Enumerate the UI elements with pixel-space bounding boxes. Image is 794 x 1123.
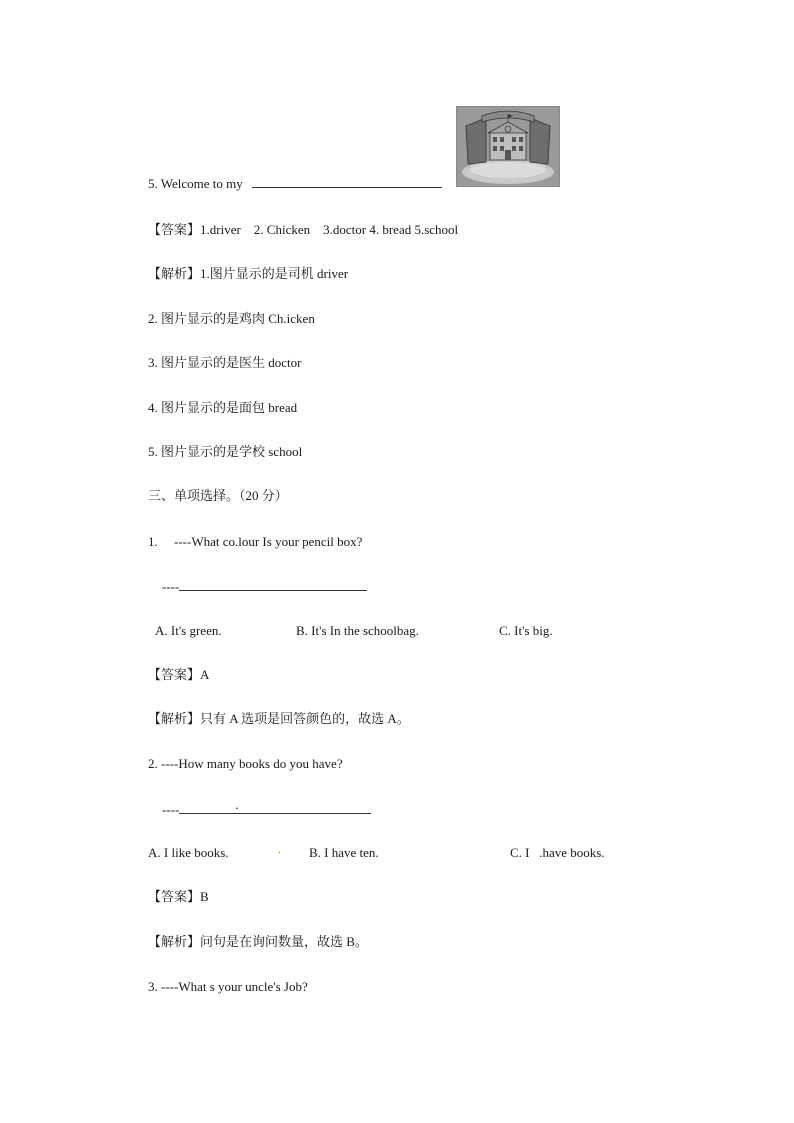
sq1-option-a: A. It's green. [155,623,222,638]
sq2-blank [179,797,371,814]
section-3-title: 三、单项选择。（20 分） [148,488,288,503]
answer-blank [252,175,442,188]
sq2-analysis-label: 【解析】 [148,935,201,950]
analysis-1-line-3: 3. 图片显示的是医生 doctor [148,355,302,370]
sq1-answer [148,667,209,684]
question-5 [148,175,442,192]
school-building-icon [456,106,560,187]
answer-text: 1.driver 2. Chicken 3.doctor 4. bread 5.school [200,222,459,237]
sq2-question: 2. ----How many books do you have? [148,756,343,771]
sq2-answer [148,889,209,906]
analysis-1-line-1 [148,266,348,283]
sq1-analysis [148,711,410,728]
analysis-1-line-5: 5. 图片显示的是学校 school [148,444,303,459]
sq1-dash: ---- [162,579,180,594]
answer-1 [148,222,458,239]
sq1-answer-label: 【答案】 [148,668,201,683]
sq2-answer-value: B [200,889,209,904]
analysis-1-line-2: 2. 图片显示的是鸡肉 Ch.icken [148,311,315,326]
sq2-analysis-text: 问句是在询问数量，故选 B。 [200,934,368,949]
sq2-stray-mark: . [278,842,281,856]
analysis-label: 【解析】 [148,267,201,282]
sq1-blank [179,578,367,591]
sq1-option-b: B. It's In the schoolbag. [296,623,419,638]
sq2-blank-mark: . [235,797,239,812]
sq2-dash: ---- [162,802,180,817]
sq2-option-a: A. I like books. [148,845,229,860]
sq1-analysis-label: 【解析】 [148,712,201,727]
answer-label: 【答案】 [148,223,201,238]
sq1-option-c: C. It's big. [499,623,553,638]
sq1-question: 1. ----What co.lour Is your pencil box? [148,534,363,549]
question-5-prompt: 5. Welcome to my [148,176,243,191]
analysis-1-line-4: 4. 图片显示的是面包 bread [148,400,298,415]
sq2-option-b: B. I have ten. [309,845,379,860]
sq2-analysis [148,934,368,951]
sq1-analysis-text: 只有 A 选项是回答颜色的，故选 A。 [200,711,410,726]
sq2-answer-line [162,797,371,818]
sq2-option-c: C. I .have books. [510,845,605,860]
sq2-answer-label: 【答案】 [148,890,201,905]
sq1-answer-value: A [200,667,210,682]
analysis-text: 1.图片显示的是司机 driver [200,266,349,281]
sq1-answer-line [162,578,367,595]
sq3-question: 3. ----What s your uncle's Job? [148,979,308,994]
